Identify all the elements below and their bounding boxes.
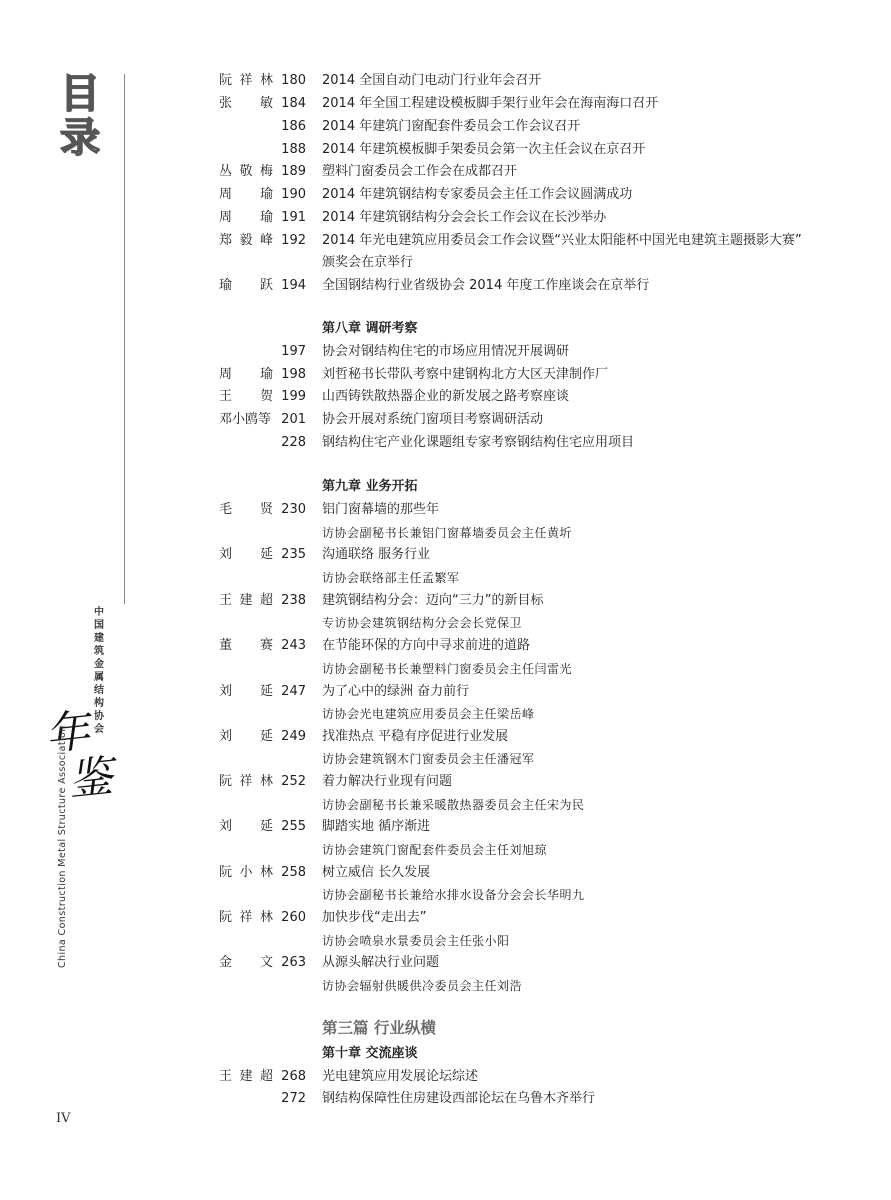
toc-title: 第八章 调研考察 bbox=[322, 321, 418, 336]
toc-title: 访协会副秘书长兼塑料门窗委员会主任闫雷光 bbox=[322, 662, 573, 676]
toc-page-number: 180 bbox=[281, 73, 306, 88]
toc-title: 协会对钢结构住宅的市场应用情况开展调研 bbox=[322, 344, 570, 359]
toc-title: 2014 年光电建筑应用委员会工作会议暨“兴业太阳能杯中国光电建筑主题摄影大赛” bbox=[322, 233, 802, 248]
toc-page-number: 184 bbox=[281, 96, 306, 111]
toc-subtitle bbox=[0, 703, 860, 725]
part-heading bbox=[0, 1017, 860, 1039]
toc-entry[interactable] bbox=[0, 409, 860, 431]
toc-page-number: 252 bbox=[281, 774, 306, 789]
toc-author: 张 敏 bbox=[219, 96, 273, 111]
toc-subtitle bbox=[0, 522, 860, 544]
toc-title: 全国钢结构行业省级协会 2014 年度工作座谈会在京举行 bbox=[322, 278, 650, 293]
toc-author: 阮祥林 bbox=[219, 910, 273, 925]
toc-title: 2014 年全国工程建设模板脚手架行业年会在海南海口召开 bbox=[322, 96, 659, 111]
assoc-char: 协 bbox=[94, 711, 104, 722]
toc-title: 协会开展对系统门窗项目考察调研活动 bbox=[322, 412, 544, 427]
toc-entry[interactable] bbox=[0, 590, 860, 612]
toc-title: 颁奖会在京举行 bbox=[322, 255, 414, 270]
assoc-char: 筑 bbox=[94, 646, 104, 657]
assoc-char: 会 bbox=[94, 724, 104, 735]
toc-title: 访协会辐射供暖供冷委员会主任刘浩 bbox=[322, 979, 523, 993]
toc-title: 钢结构住宅产业化课题组专家考察钢结构住宅应用项目 bbox=[322, 435, 635, 450]
toc-title: 访协会联络部主任孟繁军 bbox=[322, 571, 460, 585]
toc-title: 光电建筑应用发展论坛综述 bbox=[322, 1069, 479, 1084]
toc-entry[interactable] bbox=[0, 230, 860, 252]
toc-entry[interactable] bbox=[0, 275, 860, 297]
toc-title: 访协会喷泉水景委员会主任张小阳 bbox=[322, 934, 510, 948]
toc-page-number: 268 bbox=[281, 1069, 306, 1084]
toc-entry[interactable] bbox=[0, 1088, 860, 1110]
toc-title: 访协会光电建筑应用委员会主任梁岳峰 bbox=[322, 707, 535, 721]
toc-subtitle bbox=[0, 884, 860, 906]
toc-title: 为了心中的绿洲 奋力前行 bbox=[322, 684, 470, 699]
toc-entry[interactable] bbox=[0, 862, 860, 884]
toc-author: 阮小林 bbox=[219, 865, 273, 880]
toc-page-number: 194 bbox=[281, 278, 306, 293]
toc-entry[interactable] bbox=[0, 70, 860, 92]
toc-author: 毛 贤 bbox=[219, 502, 273, 517]
toc-entry[interactable] bbox=[0, 681, 860, 703]
toc-subtitle bbox=[0, 839, 860, 861]
toc-page-number: 263 bbox=[281, 955, 306, 970]
toc-page-number: 198 bbox=[281, 367, 306, 382]
toc-page-number: 249 bbox=[281, 729, 306, 744]
toc-page-number: 192 bbox=[281, 233, 306, 248]
toc-heading-char: 目 bbox=[60, 71, 100, 117]
toc-title: 2014 全国自动门电动门行业年会召开 bbox=[322, 73, 542, 88]
toc-title: 着力解决行业现有问题 bbox=[322, 774, 453, 789]
toc-author: 董 赛 bbox=[219, 638, 273, 653]
toc-entry[interactable] bbox=[0, 952, 860, 974]
toc-title: 沟通联络 服务行业 bbox=[322, 547, 431, 562]
toc-page-number: 190 bbox=[281, 187, 306, 202]
toc-page-number: 260 bbox=[281, 910, 306, 925]
page-number: IV bbox=[56, 1111, 71, 1126]
toc-author: 金 文 bbox=[219, 955, 273, 970]
toc-page-number: 228 bbox=[281, 435, 306, 450]
toc-entry[interactable] bbox=[0, 726, 860, 748]
chapter-heading bbox=[0, 476, 860, 498]
toc-subtitle bbox=[0, 975, 860, 997]
toc-author: 周 瑜 bbox=[219, 367, 273, 382]
calligraphy-char: 年 bbox=[42, 705, 93, 761]
toc-title: 从源头解决行业问题 bbox=[322, 955, 440, 970]
toc-title: 在节能环保的方向中寻求前进的道路 bbox=[322, 638, 531, 653]
toc-page-number: 272 bbox=[281, 1091, 306, 1106]
toc-entry[interactable] bbox=[0, 93, 860, 115]
toc-page-number: 247 bbox=[281, 684, 306, 699]
toc-title: 访协会建筑门窗配套件委员会主任刘旭琼 bbox=[322, 843, 548, 857]
toc-author: 刘 延 bbox=[219, 819, 273, 834]
toc-author: 阮祥林 bbox=[219, 73, 273, 88]
toc-subtitle bbox=[0, 612, 860, 634]
toc-title: 加快步伐“走出去” bbox=[322, 910, 427, 925]
toc-title: 第十章 交流座谈 bbox=[322, 1046, 418, 1061]
toc-entry bbox=[0, 252, 860, 274]
toc-page-number: 188 bbox=[281, 142, 306, 157]
toc-author: 邓小鸥等 bbox=[219, 412, 272, 427]
toc-author: 刘 延 bbox=[219, 684, 273, 699]
toc-subtitle bbox=[0, 748, 860, 770]
assoc-char: 建 bbox=[94, 633, 104, 644]
toc-page-number: 201 bbox=[281, 412, 306, 427]
toc-entry[interactable] bbox=[0, 635, 860, 657]
toc-author: 瑜 跃 bbox=[219, 278, 273, 293]
assoc-char: 金 bbox=[94, 659, 104, 670]
toc-author: 王 贺 bbox=[219, 389, 273, 404]
toc-page-number: 199 bbox=[281, 389, 306, 404]
toc-entry[interactable] bbox=[0, 341, 860, 363]
toc-subtitle bbox=[0, 930, 860, 952]
association-name-en: China Construction Metal Structure Association bbox=[57, 725, 68, 968]
toc-title: 第三篇 行业纵横 bbox=[322, 1019, 436, 1037]
toc-title: 访协会副秘书长兼给水排水设备分会会长华明九 bbox=[322, 888, 585, 902]
toc-title: 山西铸铁散热器企业的新发展之路考察座谈 bbox=[322, 389, 570, 404]
toc-page-number: 255 bbox=[281, 819, 306, 834]
assoc-char: 构 bbox=[94, 698, 104, 709]
toc-title: 脚踏实地 循序渐进 bbox=[322, 819, 431, 834]
toc-author: 周 瑜 bbox=[219, 210, 273, 225]
toc-page-number: 243 bbox=[281, 638, 306, 653]
toc-title: 访协会建筑钢木门窗委员会主任潘冠军 bbox=[322, 752, 535, 766]
toc-entry[interactable] bbox=[0, 207, 860, 229]
toc-title: 访协会副秘书长兼铝门窗幕墙委员会主任黄圻 bbox=[322, 526, 573, 540]
chapter-heading bbox=[0, 318, 860, 340]
toc-page-number: 238 bbox=[281, 593, 306, 608]
toc-title: 刘哲秘书长带队考察中建钢构北方大区天津制作厂 bbox=[322, 367, 609, 382]
toc-entry[interactable] bbox=[0, 907, 860, 929]
toc-entry[interactable] bbox=[0, 544, 860, 566]
toc-page-number: 235 bbox=[281, 547, 306, 562]
toc-subtitle bbox=[0, 794, 860, 816]
toc-title: 树立威信 长久发展 bbox=[322, 865, 431, 880]
toc-title: 2014 年建筑钢结构专家委员会主任工作会议圆满成功 bbox=[322, 187, 633, 202]
toc-author: 王建超 bbox=[219, 1069, 273, 1084]
toc-entry[interactable] bbox=[0, 816, 860, 838]
toc-entry[interactable] bbox=[0, 161, 860, 183]
assoc-char: 结 bbox=[94, 685, 104, 696]
toc-title: 2014 年建筑模板脚手架委员会第一次主任会议在京召开 bbox=[322, 142, 646, 157]
toc-title: 专访协会建筑钢结构分会会长党保卫 bbox=[322, 616, 523, 630]
toc-entry[interactable] bbox=[0, 386, 860, 408]
toc-title: 找准热点 平稳有序促进行业发展 bbox=[322, 729, 509, 744]
toc-author: 郑毅峰 bbox=[219, 233, 273, 248]
toc-title: 第九章 业务开拓 bbox=[322, 479, 418, 494]
toc-page-number: 230 bbox=[281, 502, 306, 517]
toc-author: 丛敬梅 bbox=[219, 164, 273, 179]
toc-entry[interactable] bbox=[0, 432, 860, 454]
toc-entry[interactable] bbox=[0, 116, 860, 138]
toc-subtitle bbox=[0, 567, 860, 589]
toc-title: 2014 年建筑钢结构分会会长工作会议在长沙举办 bbox=[322, 210, 607, 225]
toc-entry[interactable] bbox=[0, 364, 860, 386]
toc-entry[interactable] bbox=[0, 184, 860, 206]
toc-title: 建筑钢结构分会：迈向“三力”的新目标 bbox=[322, 593, 544, 608]
toc-author: 周 瑜 bbox=[219, 187, 273, 202]
toc-title: 塑料门窗委员会工作会在成都召开 bbox=[322, 164, 518, 179]
toc-title: 访协会副秘书长兼采暖散热器委员会主任宋为民 bbox=[322, 798, 585, 812]
toc-title: 2014 年建筑门窗配套件委员会工作会议召开 bbox=[322, 119, 581, 134]
toc-heading-char: 录 bbox=[60, 115, 100, 161]
toc-subtitle bbox=[0, 658, 860, 680]
assoc-char: 国 bbox=[94, 620, 104, 631]
toc-author: 阮祥林 bbox=[219, 774, 273, 789]
toc-entry[interactable] bbox=[0, 139, 860, 161]
toc-page-number: 197 bbox=[281, 344, 306, 359]
chapter-heading bbox=[0, 1043, 860, 1065]
assoc-char: 属 bbox=[94, 672, 104, 683]
toc-page-number: 258 bbox=[281, 865, 306, 880]
toc-author: 王建超 bbox=[219, 593, 273, 608]
toc-title: 铝门窗幕墙的那些年 bbox=[322, 502, 440, 517]
toc-entry[interactable] bbox=[0, 1066, 860, 1088]
toc-page-number: 189 bbox=[281, 164, 306, 179]
toc-entry[interactable] bbox=[0, 499, 860, 521]
toc-author: 刘 延 bbox=[219, 729, 273, 744]
toc-page-number: 191 bbox=[281, 210, 306, 225]
toc-entry[interactable] bbox=[0, 771, 860, 793]
calligraphy-char: 鉴 bbox=[65, 751, 115, 807]
toc-author: 刘 延 bbox=[219, 547, 273, 562]
toc-page-number: 186 bbox=[281, 119, 306, 134]
toc-title: 钢结构保障性住房建设西部论坛在乌鲁木齐举行 bbox=[322, 1091, 596, 1106]
assoc-char: 中 bbox=[94, 607, 104, 618]
